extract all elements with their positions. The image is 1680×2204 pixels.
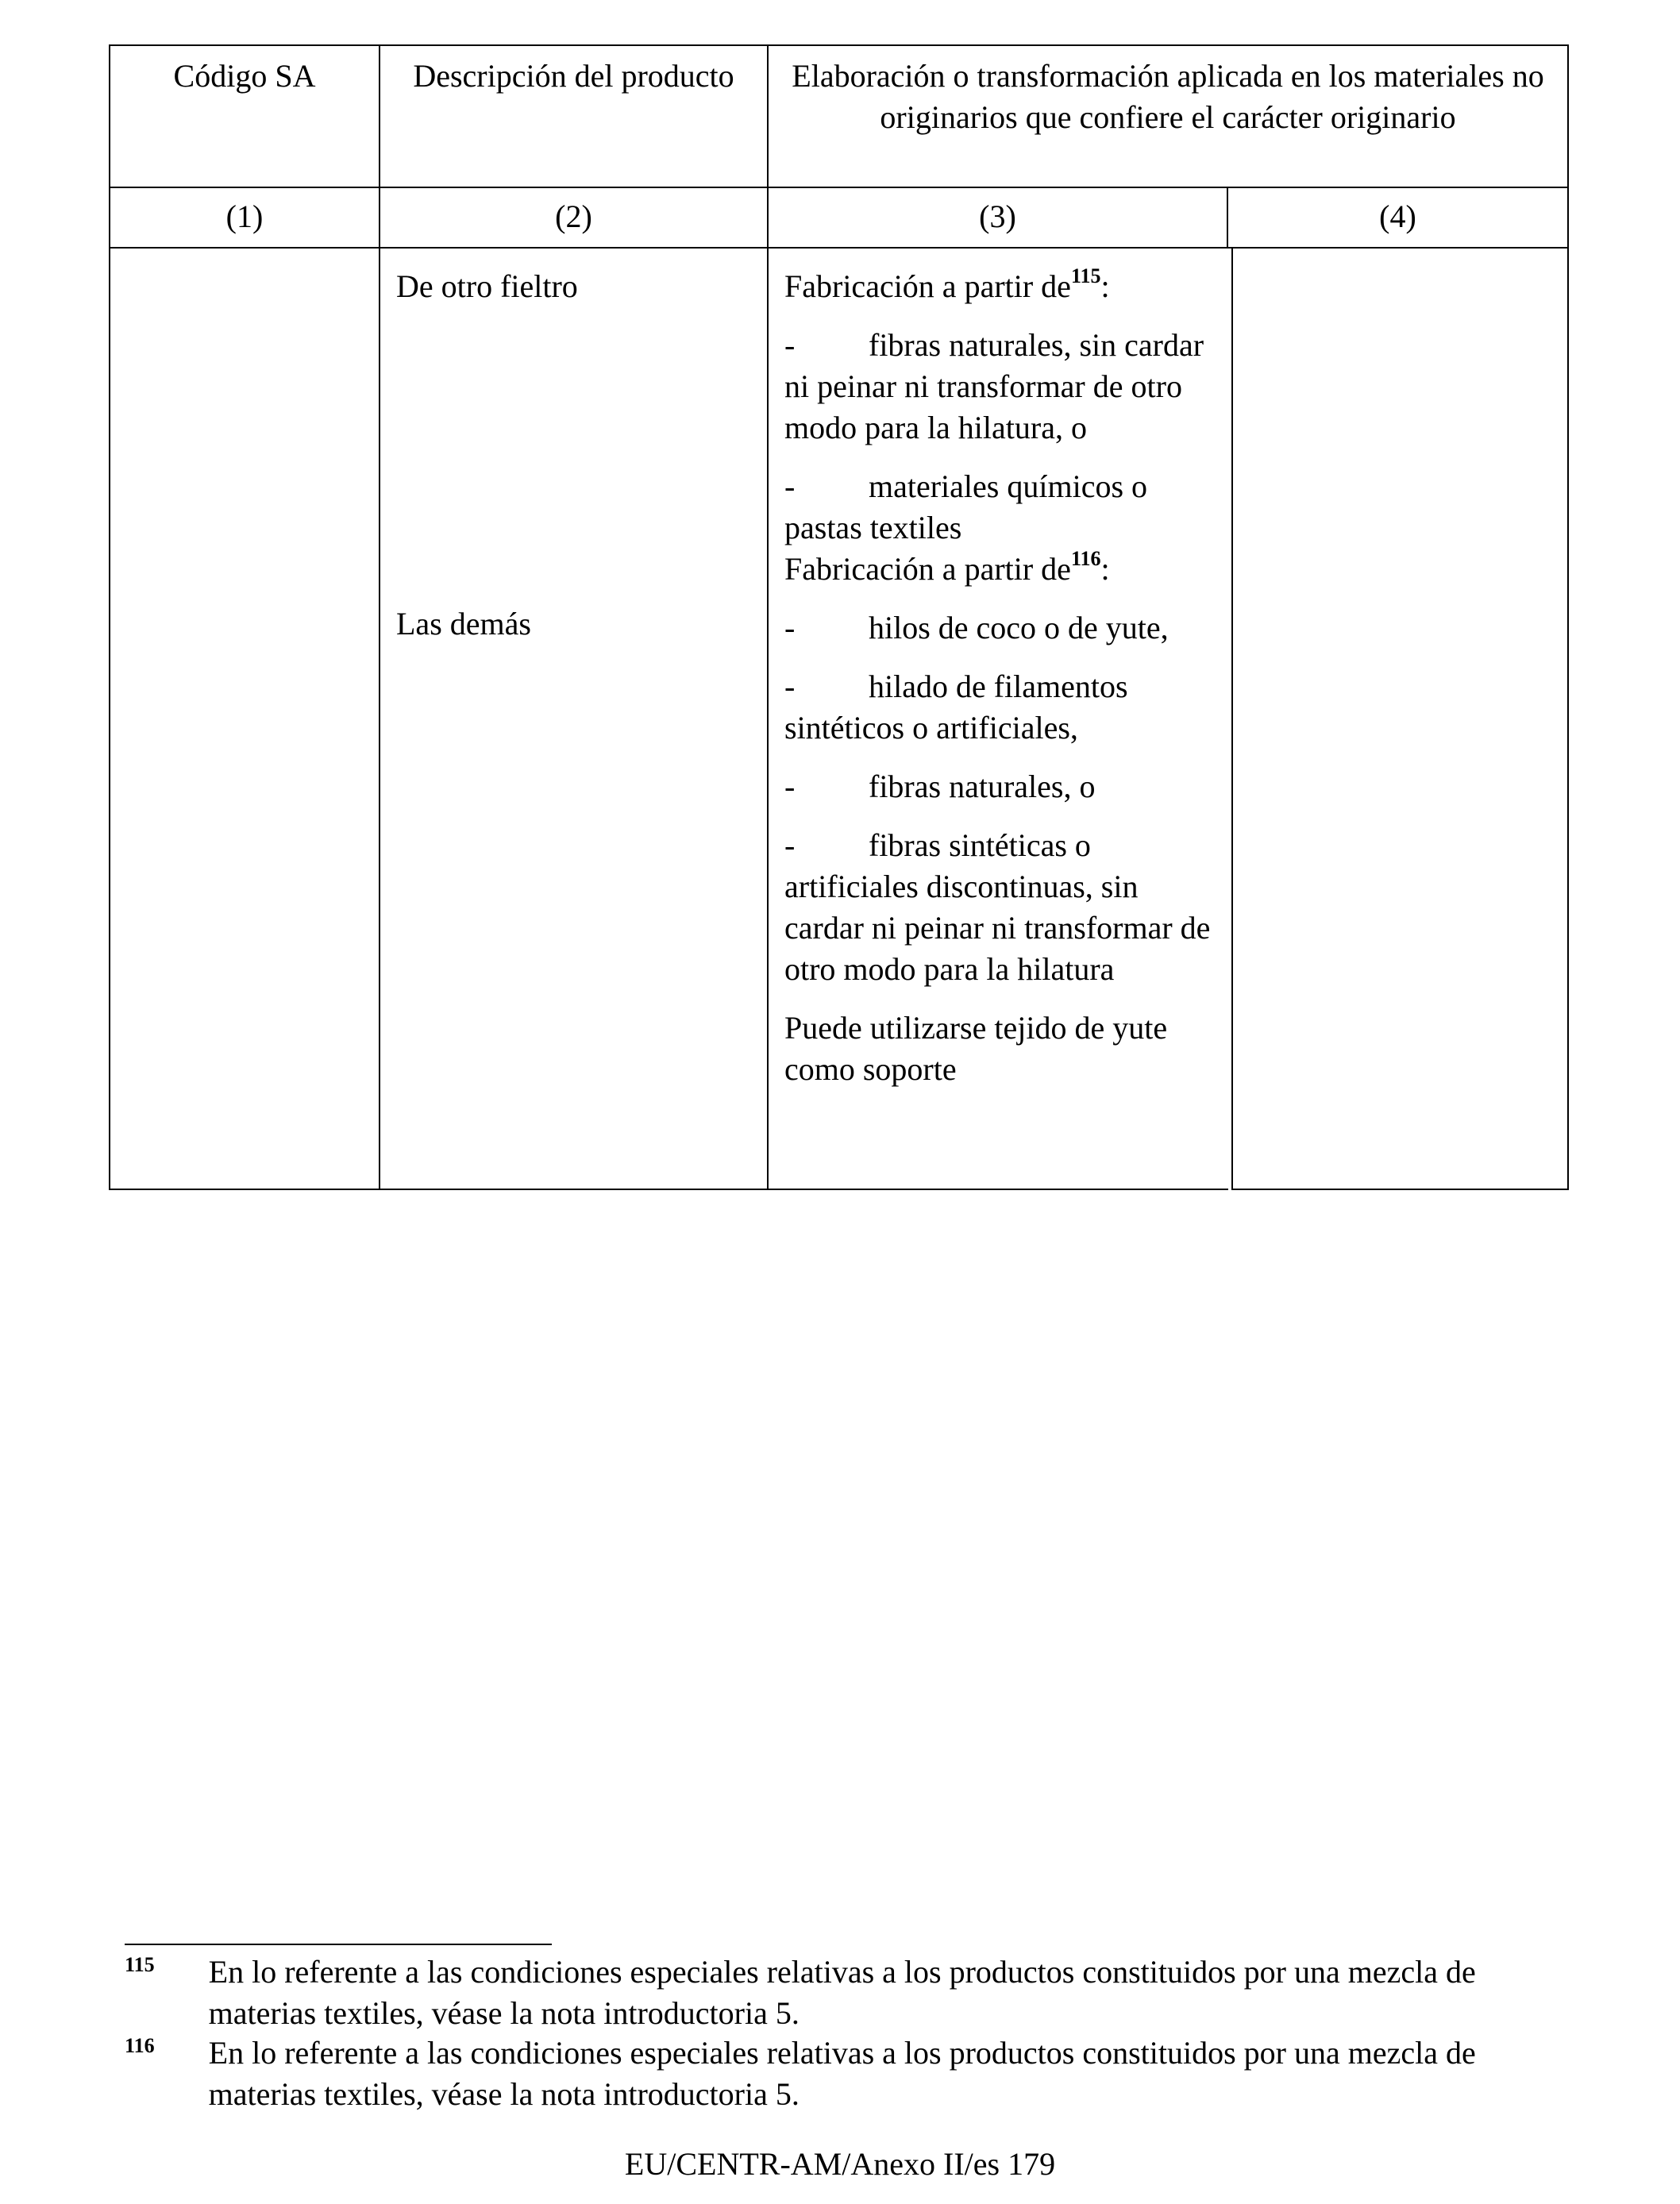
column-number-1: (1) — [109, 188, 380, 249]
rule-2-item: - fibras sintéticas o artificiales discontinuas, sin cardar ni peinar ni transformar de otro modo para la hilatura — [784, 827, 1211, 987]
table-header-row — [109, 44, 1569, 188]
column-number-row — [109, 188, 1569, 249]
column-number-4: (4) — [1228, 188, 1569, 249]
footnote-115 — [125, 1952, 1538, 2034]
footnote-text: En lo referente a las condiciones especiales relativas a los productos constituidos por una mezcla de materias textiles, véase la nota introductoria 5. — [208, 1954, 1476, 2031]
table-body-row — [109, 249, 1569, 1190]
rule-1-intro: Fabricación a partir $de^{115}$: — [784, 264, 1110, 304]
rule-2-intro: Fabricación a partir $de^{116}$: — [784, 546, 1110, 587]
footnote-ref-115: 115 — [1070, 264, 1101, 287]
description-other: Las demás — [396, 606, 531, 642]
rule-1-item: - fibras naturales, sin cardar ni peinar ni transformar de otro modo para la hilatura, o — [784, 327, 1204, 445]
processing-cell — [769, 249, 1228, 1190]
rule-2-extra: Puede utilizarse tejido de yute como soporte — [784, 1010, 1168, 1087]
footnote-116 — [125, 2033, 1538, 2115]
description-cell — [380, 249, 769, 1190]
description-other-felt: De otro fieltro — [396, 268, 578, 304]
footnote-ref-116: 116 — [1070, 546, 1101, 570]
rule-2-item: - hilado de filamentos sintéticos o artificiales, — [784, 669, 1128, 746]
header-hs-code: Código SA — [109, 44, 380, 188]
header-product-description: Descripción del producto — [380, 44, 769, 188]
rule-2-item: - fibras naturales, o — [784, 769, 1096, 804]
hs-code-cell — [109, 249, 380, 1190]
footnote-text: En lo referente a las condiciones especiales relativas a los productos constituidos por una mezcla de materias textiles, véase la nota introductoria 5. — [208, 2035, 1476, 2112]
column-number-3: (3) — [769, 188, 1228, 249]
column-4-cell — [1231, 249, 1569, 1190]
column-number-2: (2) — [380, 188, 769, 249]
footnote-mark: 116 — [125, 2034, 155, 2057]
footnote-mark: 115 — [125, 1953, 155, 1976]
page-footer: EU/CENTR-AM/Anexo II/es 179 — [624, 2146, 1056, 2182]
rule-2-item: - hilos de coco o de yute, — [784, 610, 1169, 645]
rule-1-item: - materiales químicos o pastas textiles — [784, 468, 1148, 545]
rules-table — [109, 44, 1569, 1190]
header-working-processing: Elaboración o transformación aplicada en los materiales no originarios que confiere el carácter originario — [769, 44, 1569, 188]
footnote-separator — [125, 1944, 552, 1945]
